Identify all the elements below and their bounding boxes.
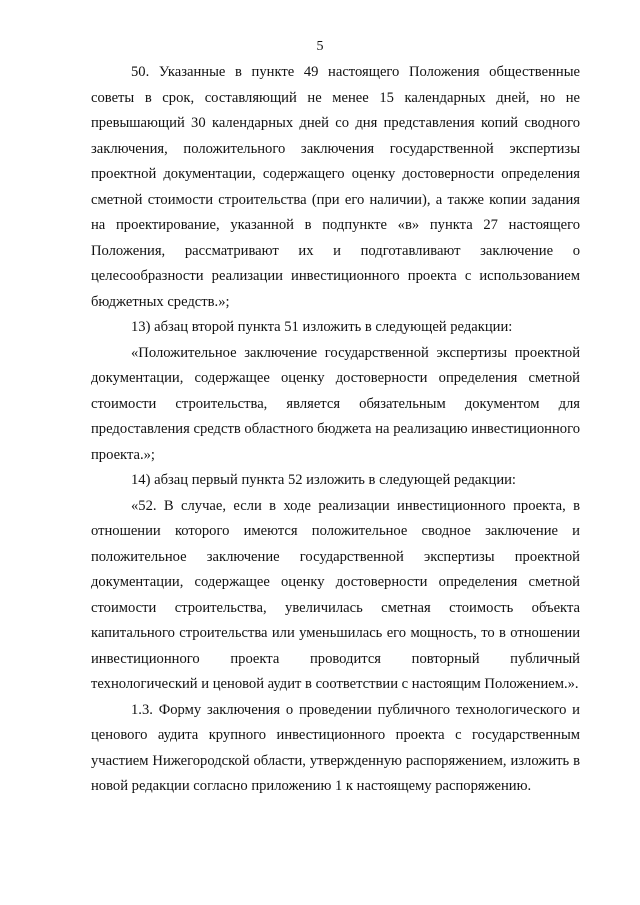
document-body bbox=[91, 60, 580, 800]
paragraph-amendment-14: 14) абзац первый пункта 52 изложить в следующей редакции: bbox=[131, 472, 516, 488]
paragraph-amendment-13: 13) абзац второй пункта 51 изложить в следующей редакции: bbox=[131, 319, 513, 335]
paragraph-item-1-3: 1.3. Форму заключения о проведении публичного технологического и ценового аудита крупного инвестиционного проекта с государственным участием Нижегородской области, утвержденную распоряжением, изложить в новой редакции согласно приложению 1 к настоящему распоряжению. bbox=[91, 701, 580, 794]
paragraph-point-50: 50. Указанные в пункте 49 настоящего Положения общественные советы в срок, составляющий не менее 15 календарных дней, но не превышающий 30 календарных дней со дня представления копий сводного заключения, положительного заключения государственной экспертизы проектной документации, содержащего оценку достоверности определения сметной стоимости строительства (при его наличии), а также копии задания на проектирование, указанной в подпункте «в» пункта 27 настоящего Положения, рассматривают их и подготавливают заключение о целесообразности реализации инвестиционного проекта с использованием бюджетных средств.»; bbox=[91, 64, 580, 310]
paragraph-point-51-text: «Положительное заключение государственной экспертизы проектной документации, содержащее оценку достоверности определения сметной стоимости строительства, является обязательным документом для предоставления средств областного бюджета на реализацию инвестиционного проекта.»; bbox=[91, 344, 580, 463]
paragraph-point-52-text: «52. В случае, если в ходе реализации инвестиционного проекта, в отношении которого имеются положительное сводное заключение и положительное заключение государственной экспертизы проектной документации, содержащее оценку достоверности определения сметной стоимости строительства, увеличилась сметная стоимость объекта капитального строительства или уменьшилась его мощность, то в отношении инвестиционного проекта проводится повторный публичный технологический и ценовой аудит в соответствии с настоящим Положением.». bbox=[91, 497, 580, 692]
page-number: 5 bbox=[316, 39, 324, 54]
